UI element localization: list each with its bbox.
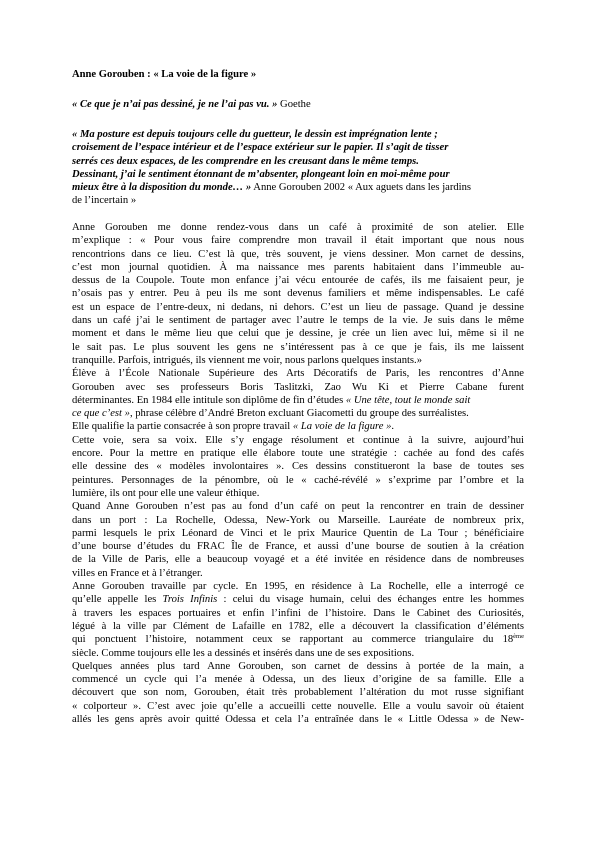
quote-line: croisement de l’espace intérieur et de l’espace extérieur sur le papier. Il s’agit de tisser: [72, 142, 449, 154]
body-line: « colporteur ». C’est avec joie qu’elle a accueilli cette nouvelle. Elle a voulu savoir où étaient: [72, 700, 524, 712]
artist-quote: [72, 128, 524, 208]
body-line: Élève à l’École Nationale Supérieure des Arts Décoratifs de Paris, les rencontres d’Anne: [72, 368, 524, 380]
body-line: dans un port : La Rochelle, Odessa, New-York ou Marseille. Lauréate de nombreux prix,: [72, 514, 524, 526]
body-line: de la Ville de Paris, elle a beaucoup voyagé et a été invitée en résidence dans de nombreuses: [72, 554, 524, 566]
body-line: m’explique : « Pour vous faire comprendre mon travail il était important que nous nous: [72, 235, 524, 247]
work-title: « La voie de la figure »: [292, 421, 392, 433]
body-line: légué à la ville par Clément de Lafaille en 1782, elle a découvert la classification d’éléments: [72, 620, 524, 632]
cycle-title: Trois Infinis: [162, 594, 218, 606]
epigraph-author: Goethe: [277, 99, 311, 110]
body-line: villes en France et à l’étranger.: [72, 567, 203, 579]
body-text: , phrase célèbre d’André Breton excluant Giacometti du groupe des surréalistes.: [129, 408, 469, 420]
body-line: dans un café j’ai le sentiment de partager avec l’autre le temps de la vie. Je suis dans le même: [72, 315, 524, 327]
body-line: lumière, ils ont pour elle une valeur éthique.: [72, 487, 260, 499]
quote-line: mieux être à la disposition du monde… »: [72, 182, 252, 194]
body-line: découvert que son nom, Gorouben, était très probablement l’altération du mot russe signifiant: [72, 687, 524, 699]
body-line: d’une bourse d’études du FRAC Île de France, et aussi d’une bourse de soutien à la création: [72, 541, 524, 553]
body-line: le sait pas. Le plus souvent les gens ne s’intéressent pas à ce que je fais, ils me laissent: [72, 341, 524, 353]
body-line: dessus de la Coupole. Toute mon enfance j’ai vécu entourée de cafés, ils me faisaient peur, je: [72, 275, 524, 287]
body-line: c’est mon journal quotidien. À ma naissance mes parents habitaient dans l’immeuble au-: [72, 261, 524, 273]
quote-line: Dessinant, j’ai le sentiment étonnant de m’absenter, plongeant loin en moi-même pour: [72, 168, 450, 180]
body-line: n’osais pas y entrer. Peu à peu ils me sont devenus familiers et même indispensables. Le café: [72, 288, 524, 300]
body-line: parmi lesquels le prix Léonard de Vinci et le prix Maurice Quentin de La Tour ; bénéficiaire: [72, 527, 524, 539]
body-line: elle dessine des « modèles involontaires ». Ces dessins constitueront la base de toutes ses: [72, 461, 524, 473]
body-line: Anne Gorouben me donne rendez-vous dans un café à proximité de son atelier. Elle: [72, 222, 524, 233]
body-text: .: [391, 421, 395, 433]
body-text: : celui du visage humain, celui des échanges entre les hommes: [217, 594, 525, 606]
body-line: est un espace de l’entre-deux, ni dedans, ni dehors. C’est un lieu de passage. Quand je dessine: [72, 301, 524, 313]
body-line: siècle. Comme toujours elle les a dessinés et insérés dans une de ses expositions.: [72, 647, 415, 659]
body-line: commencé un cycle qui l’a menée à Odessa, un des lieux d’origine de sa famille. Elle a: [72, 674, 524, 686]
body-line: peintures. Personnages de la pénombre, où le « caché-révélé » s’exprime par l’ombre et la: [72, 474, 524, 486]
epigraph-quote: « Ce que je n’ai pas dessiné, je ne l’ai pas vu. »: [72, 99, 278, 110]
diploma-title: ce que c’est »: [72, 408, 130, 420]
body-text: qui ponctuent l’histoire, notamment ceux se rapportant au commerce triangulaire du 18: [72, 634, 514, 646]
epigraph: [72, 98, 524, 111]
body-text: qu’elle appelle les: [72, 594, 163, 606]
diploma-title: « Une tête, tout le monde sait: [345, 394, 471, 406]
quote-attribution: Anne Gorouben 2002 « Aux aguets dans les jardins: [251, 182, 472, 194]
body-line: moment et dans le même lieu que celui que je dessine, je crée un lien avec lui, même si il ne: [72, 328, 524, 340]
article-title: Anne Gorouben : « La voie de la figure »: [72, 69, 257, 80]
article-body: [72, 221, 524, 726]
body-line: tranquille. Parfois, intrigués, ils viennent me voir, nous parlons quelques instants.»: [72, 354, 423, 366]
body-line: Gorouben avec ses professeurs Boris Taslitzki, Zao Wu Ki et Pierre Cabane furent: [72, 381, 524, 393]
quote-attribution-end: de l’incertain »: [72, 195, 137, 207]
body-line: à travers les espaces portuaires et enfin l’infini de l’histoire. Dans le Cabinet des Curiosités,: [72, 607, 524, 619]
body-text: déterminantes. En 1984 elle intitule son diplôme de fin d’études: [72, 394, 346, 406]
body-line: Cette voie, sera sa voix. Elle s’y engage résolument et continue à la suivre, aujourd’hui: [72, 434, 524, 446]
body-line: encore. Pour la mettre en pratique elle élabore toute une stratégie : cachée au fond des cafés: [72, 448, 524, 460]
body-line: rencontrions dans ce lieu. C’est là que, très souvent, je viens dessiner. Mon carnet de dessins,: [72, 248, 524, 260]
quote-line: « Ma posture est depuis toujours celle du guetteur, le dessin est imprégnation lente ;: [72, 129, 438, 140]
body-text: Elle qualifie la partie consacrée à son propre travail: [72, 421, 293, 433]
ordinal-suffix: ème: [513, 633, 524, 641]
body-line: allés les gens après avoir quitté Odessa et cela l’a entraînée dans le « Little Odessa » de New-: [72, 713, 524, 725]
body-line: Quand Anne Gorouben n’est pas au fond d’un café on peut la rencontrer en train de dessiner: [72, 501, 524, 513]
body-line: Quelques années plus tard Anne Gorouben, son carnet de dessins à portée de la main, a: [72, 660, 524, 672]
quote-line: serrés ces deux espaces, de les comprendre en les creusant dans le même temps.: [72, 155, 419, 167]
body-line: Anne Gorouben travaille par cycle. En 1995, en résidence à La Rochelle, elle a interrogé ce: [72, 581, 524, 593]
